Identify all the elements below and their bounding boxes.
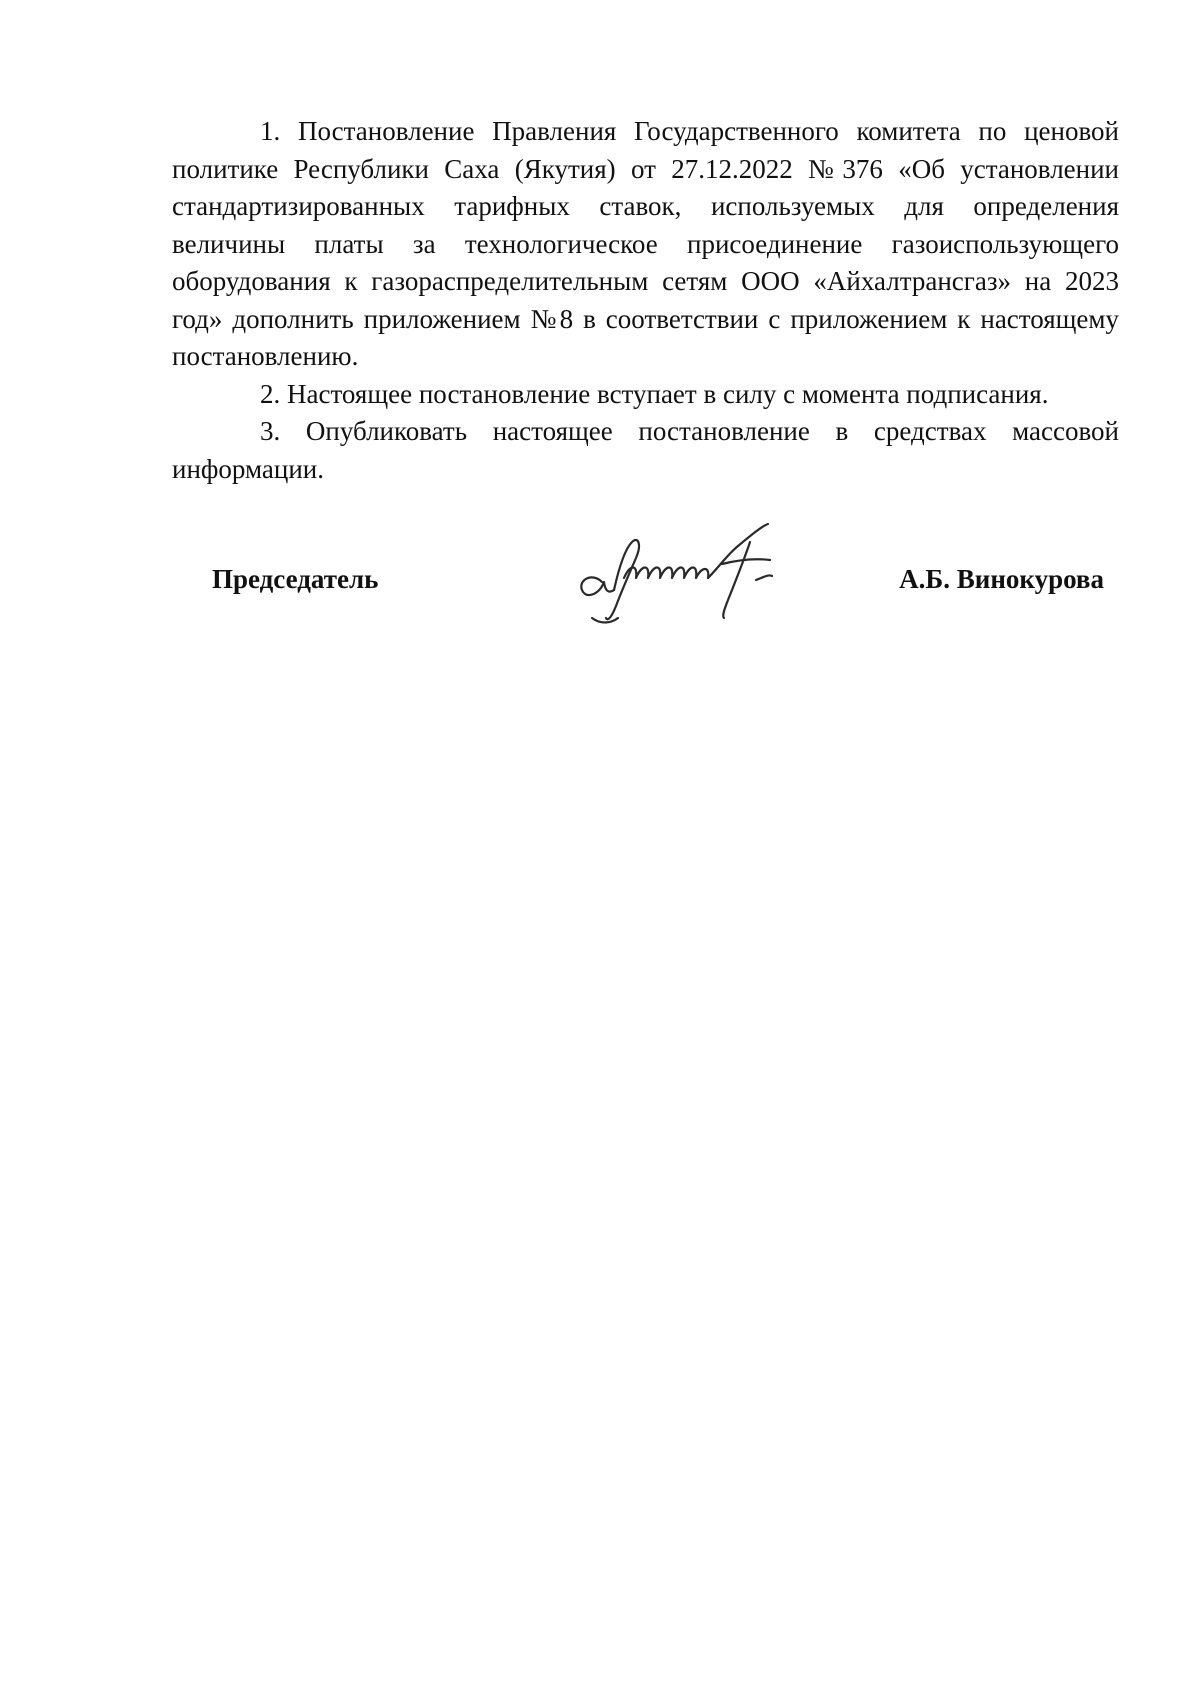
paragraph-1: 1. Постановление Правления Государственного комитета по ценовой политике Республики Саха (Якутия) от 27.12.2022 №376 «Об установлении стандартизированных тарифных ставок, используемых для определения величины платы за технологическое присоединение газоиспользующего оборудования к газораспределительным сетям ООО «Айхалтрансгаз» на 2023 год» дополнить приложением №8 в соответствии с приложением к настоящему постановлению. — [172, 116, 1119, 371]
paragraph-3: 3. Опубликовать настоящее постановление в средствах массовой информации. — [172, 416, 1119, 484]
signatory-title: Председатель — [212, 564, 379, 594]
resolution-body — [172, 113, 1119, 488]
signature-block — [172, 520, 1119, 640]
paragraph-2: 2. Настоящее постановление вступает в силу с момента подписания. — [260, 378, 1049, 409]
handwritten-signature — [572, 520, 812, 630]
signatory-name: А.Б. Винокурова — [899, 564, 1104, 594]
